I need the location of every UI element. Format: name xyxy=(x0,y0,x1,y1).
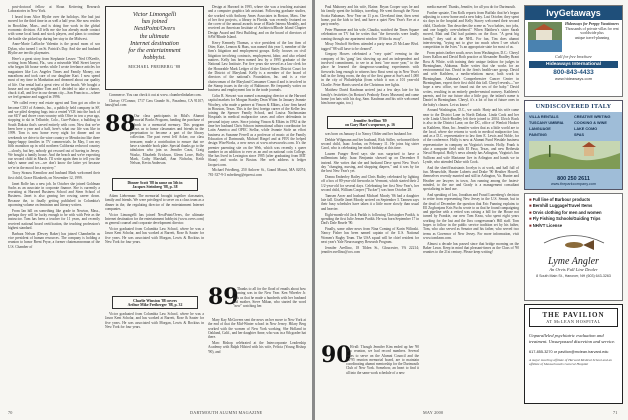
box-line: Jacques Steinberg '88, p. 38 xyxy=(132,185,178,190)
paragraph: Janet Rolfe has a new job. In October she joined Goldman Sachs as an associate in corporate finance. She is currently a recruiting at Harvard Business School and Stern School of Business. Janet is also gearing her rowing career down. Because the, to finally getting published in Columbia's upcoming volume on feminism and literary writers. xyxy=(8,181,100,208)
class-year-89: 89 xyxy=(208,284,239,310)
ad-number: 800-843-4433 xyxy=(553,69,594,76)
class-year-88: 88 xyxy=(105,111,136,137)
paragraph: Further upstate, Tim Kolk reports from Buffalo that he's begun adjusting to a new home and a new baby. Last October, they spent six days in the hospital and Kelly Stacey welcomed their second child, Charlotte. Tim describes the scene as "two babies, two jobs, and one happily overwhelmed." When Matthew's sister Sarah moved, Matt and Daf had patients on the floor. "A great big family," they said at the NHL. For fun, Tim does alumni interviewing, "trying not to give too much when I see what's competition in the Ivies." Is an appropriate state for most of us. xyxy=(423,10,519,50)
ad-body: Unparalleled psychiatric evaluation and treatment. Unsurpassed discretion and service. xyxy=(529,333,616,344)
ad-item: PAINTING xyxy=(529,133,547,137)
class-year-90: 90 xyxy=(321,342,352,368)
paragraph: Hi-all: Though Jennifer Kim ended up her '90 new reunion, we had record numbers. Several times to serve on the Alumni Council and the 10/'95 reunion memorial board, are to maintain coordinating alumni mentorship for the Dartmouth Club of New York. Somehow, an heart to find it all into the same work schedule of a new xyxy=(346,345,419,375)
paragraph: Donna Emberley Bailey and Chris Bailey celebrated by lighting off a box of 80-year-old fireworks in Vermont, which started their 2 1/2-year-old for several days. Celebrating her first New Year's, her second child, William Cooper ("Tucker") was born October 28. xyxy=(321,175,419,193)
ad-line: for the entertainment xyxy=(128,47,181,55)
ad-item: LANGUAGE xyxy=(529,127,551,131)
left-column-3 xyxy=(208,5,306,283)
ad-desc: unique travel-planning xyxy=(574,35,610,40)
ad-list-item: ■ Full line of Barbour products xyxy=(529,197,591,202)
paragraph: From points farther south, news from Washington, D.C.: Cheryl Jones Kallon and David Roth practice at Alexander Bradley Brant Ross & White, with training their unique fashion for judges in Birmingham, Alabama. Ruler writes that she works for an environmental fun. David in the firm's health-care group. David and wife Kathleen, a media-relations nurse, both work in Birmingham. Alabama's Comprehensive Cancer Center in Birmingham, expect their first child this fall. Cheryl reveals—"we hope a new office, we found out the sex of the baby." David writes, resulting in an entirely gender-neutral nursery. Kathleen's parents, and for our future also a little guy, the infant's name is Daniel in Birmingham. Cheryl, it's a lot of fun of future ones in the baby's classes. Let us know! xyxy=(423,50,519,107)
ad-tagline: Hideaways for Preppy Vacationers xyxy=(565,22,619,26)
ad-brand: IvyGetaways xyxy=(525,6,622,20)
right-page xyxy=(315,0,628,420)
paragraph: Adam Lieberman: The memorial brought together classmates, family and friends. We were privileged to serve on a class team as a dinner in the, the regulating director of the entertainment Internet companies. xyxy=(105,194,204,211)
tuscany-landscape-icon xyxy=(529,141,620,169)
paragraph: Thanks to all for the flood of emails about how Winning was in the New Year. Ken Wheeler Jr. tells us that he made a hundreds with her husband and mother, Steve Mikan, who started the word "new" watching her. xyxy=(233,287,306,309)
ad-item: VILLA RENTALS xyxy=(529,115,559,119)
ad-line: Internet destination xyxy=(130,39,179,47)
paragraph: "We called every real estate agent and Tom got an offer to become COO of Artemis, Inc., a publicly held company in SF, and we piled sleeping bags into a rented VCR into the back of our SUV and drove cross-country with Olive in tow a year ago, stopping to ski in Telluride, Colo., Cure-Palace, a building in South Dakota that's carved entirely with corn. Now that we've been here a year and a half, here's what our life was like in 1999. Tom is now home every night for dinner and on weekends we drive to the wine country or Mendocino like three happy-happy families in TV commercials. In May, I ran my fifth marathon up in wild northern California redwood country—slowly, but hey, nobody got rescued out of having in Jersey. We bought a family house. And the beach and we're expecting our second child in March. I'll write again then to tell you the baby's name and we—we don't know the latter yet because we're in the mood for a mystery." xyxy=(8,101,100,170)
class-90-intro xyxy=(346,345,419,405)
left-column-2-top xyxy=(105,93,204,113)
paragraph: Jennifer Avellino, 18 Tilden St., Gloucester, VA 22214; jennifer.avellino@cox.com xyxy=(321,245,419,254)
left-column-3-bottom xyxy=(208,318,306,404)
paragraph: Barbara Nelson (Dewey Baker) has joined Chamberlin as vice president of human resources. The company is holding a reunion to honor Brent Pryor, a former chairmanwoman of the U.S. Chamber of xyxy=(8,231,100,249)
paragraph: Paul Mahoney and his wife, Elaine. Bryan Cooper says he and his family spent the holidays, traveling. He went through the Nova Scotia Bahamas. New Year on 11 p.m. Cleveland time, then went home, put the kids to bed, and have a quiet New Year's Eve at a party nearby. xyxy=(321,5,419,27)
paragraph: Tamsen Arcer and husband Michael Moody '86 had a daughter late fall. Giselle Janet Moody arrived on September 3. Tamsen says their busy schedules have taken it a little more slowly than usual and heavier. xyxy=(321,193,419,211)
paragraph: Finally, some other news from Nina Coming of Karin Wilinski. Nancy Fisher has been named captain of the U.S. National Women's Rugby Team. The USA squad will be chief resident for next year's Yale Neurosurgery Research Program. xyxy=(321,226,419,244)
ad-brand: Lyme Angler xyxy=(548,256,599,268)
bullet-icon: ■ xyxy=(529,222,533,228)
paragraph: Around Washington, D.C., we catch: Harty and his wife came near to the District Lane in North Dakota. Linda Cook and her wife Linda Ulrich-Bradley left their joined to 2004. Ulrich Rook is also in the District Lane, on the DC, office of Wenlott Hooker as Kathleen, Shea, Inc. Jennifer writes that as a little world are to the local, where she returns to work in medical malpractice law, and as a D.C. representative to law firm E. Lewis and Nolde, for of the conference. Holly is now at Alumni Fund Wesdale business representative in company on Virginia's terrain. Holly. Frank is also a computer field with El Paso, Texas, and new Bethesda Naval Hospital. Holly's news already has Arlington, Virginia's Jim Sullivan and wife Marianne live in Arlington and hands we in Lynde, who attended Duke with Cook. xyxy=(423,108,519,164)
paragraph: Victor graduated from Columbia Law School, where he was a Jason Kent Scholar, and has worked at Barrett, Rose & Sauter for five years. He was associated with Morgan, Lewis & Bockius in New York for four years. xyxy=(105,312,204,329)
paragraph: Victor Limongelli has joined NextPoint/Overs, the ultimate Internet destination for the entertainment hobbyist (www.overs.com) as general counsel and corporate development director. xyxy=(105,212,204,226)
paragraph: Debbie Wilgmann and her husband, Rick Stiller, welcomed their second child, Isaac Jordan, on February 11. He joins big sister Carol, who is celebrating her ninth birthday at this time. xyxy=(321,137,419,151)
paragraph: post-doctoral fellow at Sloan Kettering Research Laboratories in New York. xyxy=(8,5,100,14)
right-column-1-top xyxy=(321,5,419,113)
left-column-1 xyxy=(8,5,100,405)
fishing-fly-icon xyxy=(539,232,609,254)
ad-item: CREATIVE WRITING xyxy=(574,115,611,119)
ad-address: 8 South Main St., Hanover, NH (603) 643-3263 xyxy=(536,274,611,279)
ad-line: Victor Limongelli xyxy=(132,11,177,18)
right-column-2 xyxy=(423,5,519,405)
paragraph: Peter Plummer and his wife, Claudia, watched the Times Square celebration on TV but he writes that "the fireworks were loudly coming through our apartment window 10 blocks away". xyxy=(321,27,419,41)
paragraph: Michael Friedberg, 250 Anlover St., Grand Mount, MA 02074; 781-337-9-3 mfreiberg@rtpressi.com xyxy=(208,168,306,177)
right-column-1-middle xyxy=(321,132,419,340)
ad-phone: 800 250 2611 xyxy=(557,176,590,182)
footer-right: MAY 2000 xyxy=(423,410,444,415)
paragraph: Eight-month-old Jack Parikh is following Christopher Parikh, is spending the first Julie Jensen Parikh. He was born September 17 in Dad's Dale Bruele '90. xyxy=(321,212,419,226)
paragraph: Colin R. Stewart was named a managing director at the Harvard capital markets for Morgan Stanley Dean Witter. In January Jeannie Woolery, who made a partner at Vinson & Elkins, a law firm based in Houston, Texas. This is the first foreign career of the Keller law joining the Spencer Family School, and Louisa Nachmanian Hospitals in medical malpractice cases and other defendants in personal injury cases. Since joining Vinson & Elkins in 1992 at the time her husband Chris Schoon international affairs coordinator for Latin America and OPEC Stellar, while Jeannie Stole an effort business as Suzanne Ferrell as a professor of music at the Family Education of Dartmouth, Michael Ringel and at FEN the helped design WiseWorks, a new news at www.wisewworks.com. It's the premier parenting site on the Web, which was recently s queer number in an addition to ever as an and on national coin College. She has lived in Lexington since 1985 (after graduating from MIT Sloan) and works in Boston. Her web address is ledger Jacquet.com. xyxy=(208,93,306,167)
bullet-icon: ■ xyxy=(529,209,533,215)
paragraph: And speaking of law, Jonathan and Fraud Lunenberg's decision to retire from representing New Jersey in the U.S. Senate, but in the dead of December the question that Eric Fanning explains to Ell Zogbonjans Kris Fuchs wrote to us that he found campaigning and pipeline with a vetted was raising a bill for the House not turned by Frankie, our new Tom Keau, who spent eight years working for the last and the Jinx congressman's Hill staff. Tom hopes to follow in the public service tradition set by his father, Tom, who also served as Senator and his father, who served two terms as Governor of New Jersey. For more information, visit www.tomkean.com. xyxy=(423,192,519,240)
bullet-icon: ■ xyxy=(529,203,533,209)
paragraph: Missy Neuhoff Steffens attended a party near 25 McLane Blvd. tagged "88 will have to be cleaned". xyxy=(321,42,419,51)
ad-item: COOKING & WINE xyxy=(574,121,607,125)
ad-item: SPAS xyxy=(574,133,585,137)
paragraph: And the sheriff/assistants Jocelyn is at work, and hall full of fun. Meanwhile, Hunter Luberts and Drake '90 Heather Howell, themselves recently married and still in Arlington, Va. Hunter and Heather are lawyers in town, Jun running among the fastest-minded, to the use and Grady is a management consultant specializing in land use. xyxy=(423,165,519,192)
ad-list-item: ■ NH/VT License xyxy=(529,222,563,228)
ad-list-item: ■ Fly Fishing Schools/Guiding Trips xyxy=(529,216,601,222)
ad-foot: A major teaching affiliate of Harvard Medical School and an affiliate of Massachusetts General Hospital xyxy=(529,358,612,367)
ad-sub: An Orvis Full Line Dealer xyxy=(549,267,598,273)
ad-desc: Thousands of private villas for rent worldwide plus xyxy=(565,26,619,36)
paragraph: Commerce. You can check it out at www. chamberlinbaker.com. xyxy=(109,93,202,97)
paragraph: Mary Kay McGovern sent the news on her move to New York at the end of that the Mid-Winter school in New Jersey. Hilary Berg worked with the women of New York working. She Holland in Oakland, Calif., and her daughter Anne, who was in a 8th grader hat there. xyxy=(208,318,306,340)
ad-company: Hideaways International xyxy=(529,61,618,68)
ad-title: UNDISCOVERED ITALY xyxy=(525,101,622,112)
ad-title: THE PAVILION xyxy=(542,311,605,319)
charlie-box xyxy=(112,296,198,309)
villa-photo-icon xyxy=(528,22,562,52)
paragraph: Anne-Marie LaRoche Valentin is the proud mom of son Dylan, who turned 1 on St. Patrick's Day. And she and husband Blythe are terrific playmates. xyxy=(8,42,100,55)
left-column-2-middle xyxy=(105,194,204,280)
paragraph: media maven! Thanks, Jennifer, for all you do for Dartmouth. xyxy=(427,5,516,9)
box-line: Charlie Winston '88 covers xyxy=(133,298,177,303)
ad-contact: 617-855-3270 or pavilion@mclean.harvard.edu xyxy=(529,350,609,355)
paragraph: Tracy Strauss Kennilow and husband Mark welcomed their first child, Grace Elizabeth, on November 12, 1999. xyxy=(8,171,100,180)
paragraph: Kerry Kennedy Thomas, a vice president of the law firm of Otter, Kate, Lennon & Haas, was named this year 1, member of the firm's litigation and employment groups. Kelly focuses on civil litigation involving contracts, employment, labor, and also related matters. Kelly has been named law by a 1995 graduate of the National Law Institute. For five years she served as a law clerk for the Honorable Mark Ledger of the United States District Court for the District of Maryland. Kelly is a member of the board of directors of the national's Foundation, Inc. and is a vice chairwoman of the Maryland Consumer Council and is involved in the Stamp issues in the city of Baltimore. He frequently writes on business and employment law in the trade journals. xyxy=(208,40,306,93)
ad-signature: MICHAEL FREIBERG '88 xyxy=(128,64,181,70)
paragraph: Lauren Funger Reed says she was surprised to have a millennium baby. Isaac Benjamin showed up on December 8 instead. She writes that she and husband Dave spent New Year's day "changing, nursing, and shopping diapers," and it was by far the best New Year's yet. xyxy=(321,152,419,174)
ad-subtitle: AT McLEAN HOSPITAL xyxy=(546,319,601,324)
box-line: on Gary Hart's sequence, p. 16 xyxy=(345,123,395,128)
paragraph: From Ian hill on something like grade in Newton, Mass., perhaps they will be lucky enough to be with with Pete as the instructor. Tom has been a teacher for 11 years, and recently received national board certification, the teaching profession's highest standard. xyxy=(8,208,100,231)
page-number-left: 70 xyxy=(8,410,13,415)
box-line: Dinner Scott '88 in some on 5th in xyxy=(127,180,183,185)
ad-list-item: ■ Bernhill Luggage/Travel Items xyxy=(529,203,593,209)
left-column-2-bottom xyxy=(105,312,204,404)
paragraph: Marc Bishop celebrated at the Intercorporate Leadership Academy with Ralph Hilsted with his wife, Felicia (Young Bishop '90), and xyxy=(208,340,306,354)
ad-web: www.hideaways.com xyxy=(554,76,593,81)
bullet-icon: ■ xyxy=(529,197,533,202)
paragraph: was born on January 4 to Nancy Oldier and her husband Joe. xyxy=(325,132,413,136)
box-line: Jennifer Avellino '89 xyxy=(353,118,387,123)
ad-line: the ultimate xyxy=(139,32,170,40)
victor-limongelli-ad xyxy=(105,6,204,90)
ivy-getaways-ad xyxy=(524,5,623,97)
lyme-angler-ad xyxy=(524,193,623,301)
ad-item: TUSCANY UMBRIA xyxy=(529,121,564,125)
class-88-intro xyxy=(130,114,204,174)
ad-line: NextPoint/Overs xyxy=(133,25,176,33)
paragraph: Almost a decade has passed since that bridge morning on the Baker Lawn. Keep in mind that pleasant-times as the Class of '90 reunites to the 21st century. Please keep writing! xyxy=(423,241,519,255)
left-page xyxy=(0,0,312,420)
undiscovered-italy-ad xyxy=(524,100,623,190)
pavilion-mclean-ad xyxy=(524,304,623,404)
paragraph: Chrissy O'Connor, 1717 Cass Grande St., Pasadena, CA 91107; haus@aol.com xyxy=(105,98,204,108)
paragraph: Victor graduated from Columbia Law School, where he was a Jason Kent Scholar, and has worked at Barrett, Rose & Sauter for five years. He was associated with Morgan, Lewis & Bockius in New York for four years. xyxy=(105,227,204,244)
jennifer-box xyxy=(327,116,413,129)
paragraph: Gregory Howes celebrated a "very quiet" evening in the company of his 'gang' last showing up and an independent and involved commitment, to see in at least "one more year," to the place he learned the dangerous-sounding experiments with fireworks long enough to witness how Knut went up in New Year's ball in the living room, the day of the first game at Sue's and 1,000 in the city of Philadelphia (from which it was a 101 year-old Charlie. Peter Harris saved at the Christmas tree lights. xyxy=(321,52,419,87)
paragraph: Our class participants in Bilal's Alumni Memorial Books Program, funding the purchase of a book in a memorial memory. This program allows us to honor classmates and friends in the perpetuation to become a part of the library collection. The past event Jeff Acker, our class treasurer, made a contribution to ensure that we have a sizeable book plate. Special thanks go to the tabulators who join us Jennifer Cassi, Craig Wasko, Elizabeth Erickson, Glenn Lowe, Holly Mark, Cathy Marshall, Ann Nicholas, Keith Nelson, Kevin Anderson. xyxy=(130,114,204,166)
paragraph: Here's a great story from Stephanie Lesser: "Ned O'Keeffe, writing from Miami, Fla., saw a miserable Wall Street lawyer who began lift bouse weeks while I wrote freelance articles for magazines like Los Angeles Times and Family Money, ran marathons and took care of our daughter Kari. I now spend most of my time in Manhattan and dreamed about our quality of life. Our rental had a great view of the beach. We bought a house and our neighbor Tom and I decided to take a chance, chuck it all, and live in our dream city—San Francisco—where we feel genuine and rugged in 1996. xyxy=(8,56,100,100)
footer-left: DARTMOUTH ALUMNI MAGAZINE xyxy=(190,410,263,415)
ad-web: www.theparkcompany.com xyxy=(550,182,597,186)
page-number-right: 71 xyxy=(613,410,618,415)
ad-phone-cta: Call for free brochure xyxy=(555,54,592,59)
class-89-intro xyxy=(233,287,306,317)
paragraph: Design at Harvard in 1995, where she was a teaching assistant and a computer graphics lab assistant. Following graduate studies, she worked with Anthony Ames Associates in Boston, Mass. One of her first projects, a library in Florida, was recently featured on the cover of the annual awards issue of Blade Interna Monthly, and received an American Institute of Architects/Rhode Island Chapter Design Award and Best Building, and on the board of directors of SAW/Rhode Island. xyxy=(208,5,306,40)
dinner-box xyxy=(112,178,198,191)
paragraph: I heard from Alice Blythe over the holidays. She had just moved for the third time in as well a half year. She now resides in Brookline, Mass., and is doing fine work in the global economic division. All tells me she has already made contact with some local bank and stock players, and plans to continue the battle she picked up during her stay in the Midwest. xyxy=(8,15,100,41)
bullet-icon: ■ xyxy=(529,216,533,222)
ad-line: hobbyist. xyxy=(143,54,166,62)
ad-list-item: ■ Orvis clothing for men and women xyxy=(529,209,602,215)
ad-line: has joined xyxy=(141,18,168,26)
box-line: Arthur Mike Freiberger '88, p. 32 xyxy=(127,303,183,308)
paragraph: Matthew David Kaufman arrived just a few days late for his family's festivities (in Boston's Peabody Essex Museum) and came home (on hats with his dog, Sam. Kaufman and his wife welcomed him home again, too.) xyxy=(321,88,419,106)
ad-item: LAKE COMO xyxy=(574,127,598,131)
